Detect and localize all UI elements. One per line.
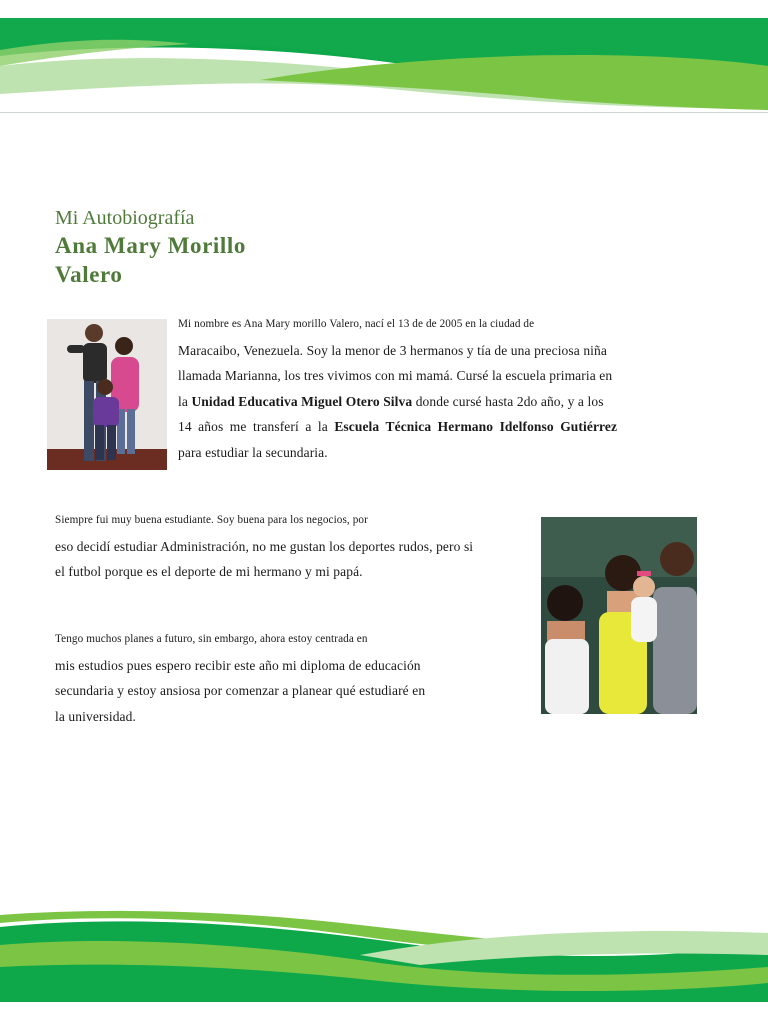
paragraph-intro-line: 14 años me transferí a la Escuela Técnica Hermano Idelfonso Gutiérrez bbox=[178, 419, 618, 434]
paragraph-intro-line: para estudiar la secundaria. bbox=[178, 444, 328, 460]
paragraph-studies-line: el futbol porque es el deporte de mi hermano y mi papá. bbox=[55, 564, 363, 579]
header-divider bbox=[0, 112, 768, 113]
paragraph-plans-line: secundaria y estoy ansiosa por comenzar a planear qué estudiaré en bbox=[55, 683, 426, 698]
school-name-secondary: Escuela Técnica Hermano Idelfonso Gutiérrez bbox=[334, 419, 618, 434]
school-name-primary: Unidad Educativa Miguel Otero Silva bbox=[191, 393, 413, 409]
paragraph-intro-line: llamada Marianna, los tres vivimos con mi mamá. Cursé la escuela primaria en bbox=[178, 368, 613, 383]
family-photo-1 bbox=[47, 319, 167, 470]
title-name-line2: Valero bbox=[55, 262, 123, 287]
header-wave-decoration bbox=[0, 0, 768, 115]
footer-wave-decoration bbox=[0, 905, 768, 1024]
page-title bbox=[55, 205, 246, 289]
paragraph-plans-line: la universidad. bbox=[55, 708, 136, 724]
title-name-line1: Ana Mary Morillo bbox=[55, 233, 247, 258]
paragraph-plans-line: Tengo muchos planes a futuro, sin embargo, ahora estoy centrada en bbox=[55, 633, 368, 645]
paragraph-intro-line: Maracaibo, Venezuela. Soy la menor de 3 hermanos y tía de una preciosa niña bbox=[178, 342, 607, 358]
paragraph-intro-line: la Unidad Educativa Miguel Otero Silva donde cursé hasta 2do año, y a los bbox=[178, 393, 604, 409]
paragraph-plans bbox=[55, 627, 495, 729]
paragraph-intro-line: Mi nombre es Ana Mary morillo Valero, nací el 13 de de 2005 en la ciudad de bbox=[178, 318, 535, 330]
family-photo-2 bbox=[541, 517, 697, 714]
paragraph-intro bbox=[178, 312, 669, 465]
paragraph-studies bbox=[55, 508, 530, 585]
title-small: Mi Autobiografía bbox=[55, 207, 195, 229]
paragraph-studies-line: Siempre fui muy buena estudiante. Soy buena para los negocios, por bbox=[55, 514, 368, 526]
paragraph-studies-line: eso decidí estudiar Administración, no me gustan los deportes rudos, pero si bbox=[55, 538, 474, 554]
paragraph-plans-line: mis estudios pues espero recibir este año mi diploma de educación bbox=[55, 657, 421, 673]
